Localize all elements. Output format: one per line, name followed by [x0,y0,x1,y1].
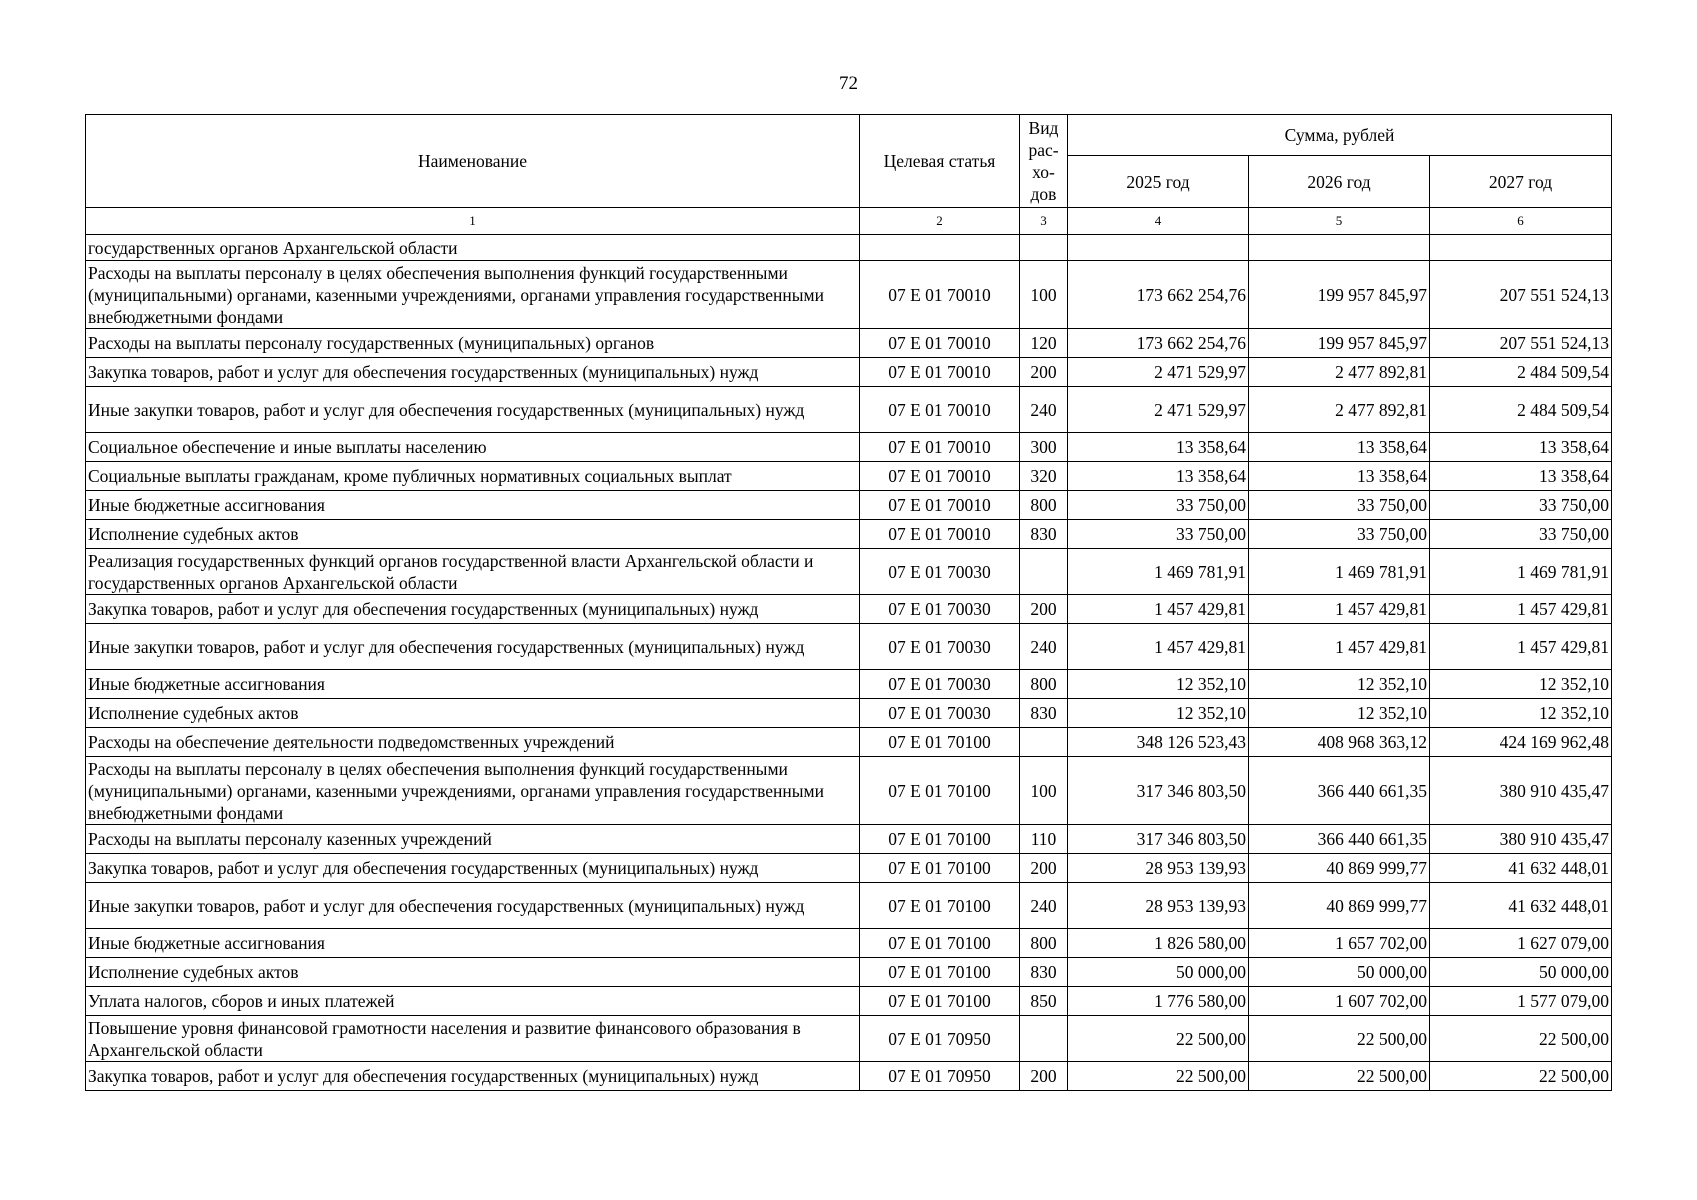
row-name: Исполнение судебных актов [86,699,860,728]
row-name: Иные бюджетные ассигнования [86,491,860,520]
row-expense-type [1020,1016,1068,1062]
header-expense-type-line: Вид [1028,118,1059,138]
row-target-code: 07 Е 01 70100 [860,728,1020,757]
row-amount-2027: 2 484 509,54 [1430,387,1612,433]
row-amount-2025: 1 826 580,00 [1068,929,1249,958]
header-name: Наименование [86,115,860,208]
row-name: Уплата налогов, сборов и иных платежей [86,987,860,1016]
row-amount-2027: 1 577 079,00 [1430,987,1612,1016]
row-amount-2027: 380 910 435,47 [1430,757,1612,825]
row-name: Иные бюджетные ассигнования [86,929,860,958]
row-amount-2025: 22 500,00 [1068,1062,1249,1091]
row-amount-2027: 33 750,00 [1430,491,1612,520]
row-amount-2026: 199 957 845,97 [1249,261,1430,329]
row-name: Иные бюджетные ассигнования [86,670,860,699]
row-amount-2026: 1 457 429,81 [1249,595,1430,624]
row-expense-type: 240 [1020,387,1068,433]
row-amount-2026: 366 440 661,35 [1249,757,1430,825]
row-expense-type: 800 [1020,929,1068,958]
row-amount-2026: 33 750,00 [1249,491,1430,520]
row-amount-2026: 40 869 999,77 [1249,883,1430,929]
row-name: Реализация государственных функций органов государственной власти Архангельской области и государственных органов Архангельской области [86,549,860,595]
row-expense-type: 300 [1020,433,1068,462]
table-body [86,235,1612,1091]
column-number: 4 [1068,208,1249,235]
row-amount-2025: 33 750,00 [1068,520,1249,549]
row-name: Закупка товаров, работ и услуг для обеспечения государственных (муниципальных) нужд [86,1062,860,1091]
row-amount-2027: 207 551 524,13 [1430,329,1612,358]
row-target-code: 07 Е 01 70010 [860,329,1020,358]
header-year-2025: 2025 год [1068,156,1249,208]
row-name: Расходы на выплаты персоналу в целях обеспечения выполнения функций государственными (муниципальными) органами, казенными учреждениями, органами управления государственными внебюджетными фондами [86,261,860,329]
row-target-code: 07 Е 01 70100 [860,757,1020,825]
row-amount-2027: 1 469 781,91 [1430,549,1612,595]
row-amount-2027: 12 352,10 [1430,670,1612,699]
row-amount-2027: 380 910 435,47 [1430,825,1612,854]
row-amount-2025: 22 500,00 [1068,1016,1249,1062]
row-amount-2025: 12 352,10 [1068,699,1249,728]
table-row [86,329,1612,358]
row-target-code: 07 Е 01 70010 [860,358,1020,387]
row-name: Повышение уровня финансовой грамотности населения и развитие финансового образования в Архангельской области [86,1016,860,1062]
row-amount-2026: 12 352,10 [1249,699,1430,728]
row-amount-2025: 2 471 529,97 [1068,358,1249,387]
row-target-code: 07 Е 01 70010 [860,387,1020,433]
row-target-code: 07 Е 01 70100 [860,929,1020,958]
header-expense-type-line: хо- [1032,162,1055,182]
row-target-code [860,235,1020,261]
row-target-code: 07 Е 01 70100 [860,854,1020,883]
row-name: государственных органов Архангельской области [86,235,860,261]
row-amount-2026: 50 000,00 [1249,958,1430,987]
header-year-2026: 2026 год [1249,156,1430,208]
row-amount-2025: 317 346 803,50 [1068,757,1249,825]
row-amount-2025 [1068,235,1249,261]
row-amount-2025: 348 126 523,43 [1068,728,1249,757]
row-expense-type: 100 [1020,757,1068,825]
header-expense-type-line: рас- [1028,140,1059,160]
row-target-code: 07 Е 01 70100 [860,958,1020,987]
row-expense-type: 240 [1020,624,1068,670]
row-expense-type: 200 [1020,1062,1068,1091]
table-row [86,699,1612,728]
row-amount-2026: 33 750,00 [1249,520,1430,549]
table-row [86,358,1612,387]
row-target-code: 07 Е 01 70010 [860,433,1020,462]
row-expense-type: 120 [1020,329,1068,358]
column-number: 3 [1020,208,1068,235]
row-amount-2027: 22 500,00 [1430,1062,1612,1091]
row-amount-2025: 1 469 781,91 [1068,549,1249,595]
table-row [86,595,1612,624]
row-amount-2026: 13 358,64 [1249,433,1430,462]
table-row [86,433,1612,462]
page-number: 72 [839,73,858,94]
header-year-2027: 2027 год [1430,156,1612,208]
table-row [86,1062,1612,1091]
budget-table [85,114,1612,1091]
row-target-code: 07 Е 01 70010 [860,520,1020,549]
column-number: 2 [860,208,1020,235]
row-amount-2027: 41 632 448,01 [1430,883,1612,929]
row-name: Расходы на выплаты персоналу казенных учреждений [86,825,860,854]
row-amount-2027: 50 000,00 [1430,958,1612,987]
row-expense-type: 320 [1020,462,1068,491]
row-expense-type: 830 [1020,520,1068,549]
row-target-code: 07 Е 01 70030 [860,624,1020,670]
row-amount-2025: 2 471 529,97 [1068,387,1249,433]
row-name: Расходы на обеспечение деятельности подведомственных учреждений [86,728,860,757]
row-amount-2027: 22 500,00 [1430,1016,1612,1062]
row-amount-2025: 28 953 139,93 [1068,854,1249,883]
row-name: Закупка товаров, работ и услуг для обеспечения государственных (муниципальных) нужд [86,854,860,883]
row-amount-2025: 173 662 254,76 [1068,261,1249,329]
table-row [86,854,1612,883]
row-name: Расходы на выплаты персоналу государственных (муниципальных) органов [86,329,860,358]
table-row [86,757,1612,825]
row-amount-2026: 408 968 363,12 [1249,728,1430,757]
row-amount-2026: 1 469 781,91 [1249,549,1430,595]
row-amount-2027: 2 484 509,54 [1430,358,1612,387]
row-expense-type: 200 [1020,595,1068,624]
row-amount-2027: 424 169 962,48 [1430,728,1612,757]
row-amount-2025: 1 457 429,81 [1068,595,1249,624]
table-row [86,883,1612,929]
row-expense-type: 830 [1020,699,1068,728]
row-target-code: 07 Е 01 70010 [860,491,1020,520]
header-expense-type-line: дов [1030,184,1057,204]
row-target-code: 07 Е 01 70030 [860,670,1020,699]
table-row [86,929,1612,958]
row-amount-2027: 13 358,64 [1430,462,1612,491]
row-expense-type: 830 [1020,958,1068,987]
row-amount-2025: 1 457 429,81 [1068,624,1249,670]
table-row [86,1016,1612,1062]
row-amount-2025: 317 346 803,50 [1068,825,1249,854]
row-amount-2026: 22 500,00 [1249,1062,1430,1091]
row-amount-2025: 28 953 139,93 [1068,883,1249,929]
row-name: Исполнение судебных актов [86,520,860,549]
row-amount-2026: 2 477 892,81 [1249,387,1430,433]
row-expense-type: 850 [1020,987,1068,1016]
row-amount-2025: 173 662 254,76 [1068,329,1249,358]
table-row [86,235,1612,261]
row-amount-2025: 50 000,00 [1068,958,1249,987]
table-row [86,491,1612,520]
row-target-code: 07 Е 01 70950 [860,1062,1020,1091]
row-expense-type [1020,549,1068,595]
row-amount-2025: 13 358,64 [1068,462,1249,491]
table-row [86,462,1612,491]
row-amount-2027: 1 457 429,81 [1430,624,1612,670]
row-target-code: 07 Е 01 70030 [860,595,1020,624]
row-name: Закупка товаров, работ и услуг для обеспечения государственных (муниципальных) нужд [86,595,860,624]
row-name: Иные закупки товаров, работ и услуг для обеспечения государственных (муниципальных) нужд [86,624,860,670]
row-amount-2025: 33 750,00 [1068,491,1249,520]
header-expense-type [1020,115,1068,208]
row-amount-2027: 33 750,00 [1430,520,1612,549]
header-sum: Сумма, рублей [1068,115,1612,156]
row-amount-2026: 1 457 429,81 [1249,624,1430,670]
row-amount-2026: 1 657 702,00 [1249,929,1430,958]
row-amount-2026: 1 607 702,00 [1249,987,1430,1016]
row-expense-type: 800 [1020,670,1068,699]
row-target-code: 07 Е 01 70010 [860,462,1020,491]
row-name: Социальные выплаты гражданам, кроме публичных нормативных социальных выплат [86,462,860,491]
row-target-code: 07 Е 01 70100 [860,987,1020,1016]
row-target-code: 07 Е 01 70030 [860,549,1020,595]
table-row [86,987,1612,1016]
row-amount-2027: 207 551 524,13 [1430,261,1612,329]
row-amount-2026 [1249,235,1430,261]
row-amount-2026: 12 352,10 [1249,670,1430,699]
row-amount-2026: 366 440 661,35 [1249,825,1430,854]
row-expense-type: 100 [1020,261,1068,329]
row-amount-2026: 2 477 892,81 [1249,358,1430,387]
row-expense-type: 800 [1020,491,1068,520]
table-row [86,670,1612,699]
row-amount-2026: 40 869 999,77 [1249,854,1430,883]
row-expense-type [1020,235,1068,261]
row-name: Закупка товаров, работ и услуг для обеспечения государственных (муниципальных) нужд [86,358,860,387]
table-row [86,624,1612,670]
table-row [86,261,1612,329]
column-number: 5 [1249,208,1430,235]
table-row [86,549,1612,595]
table-row [86,958,1612,987]
column-number: 6 [1430,208,1612,235]
row-target-code: 07 Е 01 70030 [860,699,1020,728]
row-name: Иные закупки товаров, работ и услуг для обеспечения государственных (муниципальных) нужд [86,387,860,433]
row-amount-2027 [1430,235,1612,261]
header-target-article: Целевая статья [860,115,1020,208]
row-name: Исполнение судебных актов [86,958,860,987]
row-name: Иные закупки товаров, работ и услуг для обеспечения государственных (муниципальных) нужд [86,883,860,929]
row-target-code: 07 Е 01 70010 [860,261,1020,329]
row-expense-type [1020,728,1068,757]
row-amount-2026: 199 957 845,97 [1249,329,1430,358]
row-expense-type: 200 [1020,854,1068,883]
row-amount-2027: 1 627 079,00 [1430,929,1612,958]
table-row [86,387,1612,433]
row-amount-2027: 12 352,10 [1430,699,1612,728]
column-number: 1 [86,208,860,235]
row-amount-2025: 12 352,10 [1068,670,1249,699]
row-target-code: 07 Е 01 70950 [860,1016,1020,1062]
table-row [86,728,1612,757]
row-amount-2026: 13 358,64 [1249,462,1430,491]
row-expense-type: 240 [1020,883,1068,929]
row-target-code: 07 Е 01 70100 [860,825,1020,854]
row-expense-type: 200 [1020,358,1068,387]
row-amount-2027: 13 358,64 [1430,433,1612,462]
row-name: Расходы на выплаты персоналу в целях обеспечения выполнения функций государственными (муниципальными) органами, казенными учреждениями, органами управления государственными внебюджетными фондами [86,757,860,825]
row-amount-2025: 13 358,64 [1068,433,1249,462]
row-amount-2026: 22 500,00 [1249,1016,1430,1062]
table-row [86,825,1612,854]
row-name: Социальное обеспечение и иные выплаты населению [86,433,860,462]
row-target-code: 07 Е 01 70100 [860,883,1020,929]
row-amount-2025: 1 776 580,00 [1068,987,1249,1016]
row-amount-2027: 41 632 448,01 [1430,854,1612,883]
table-row [86,520,1612,549]
row-expense-type: 110 [1020,825,1068,854]
row-amount-2027: 1 457 429,81 [1430,595,1612,624]
